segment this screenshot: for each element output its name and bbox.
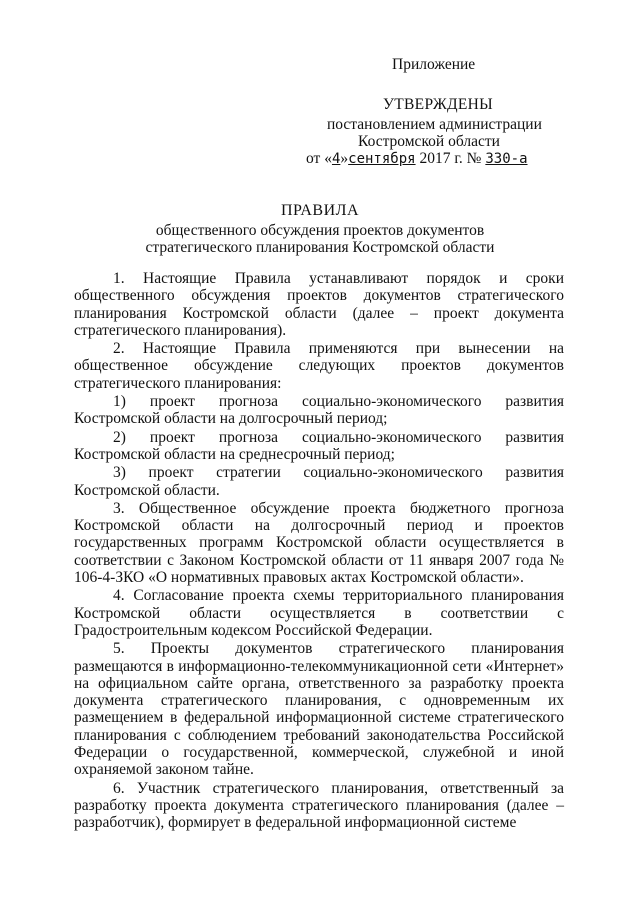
date-prefix: от « (306, 150, 332, 167)
paragraph-3: 3. Общественное обсуждение проекта бюджетного прогноза Костромской области на долгосрочный период и проектов государственных программ Костромской области осуществляется в соответствии с Законом Костромской области от 11 января 2007 года № 106-4-ЗКО «О нормативных правовых актах Костромской области». (74, 499, 564, 587)
date-mid: » (340, 150, 349, 167)
approval-date-line (306, 150, 528, 168)
document-subtitle-line2: стратегического планирования Костромской области (145, 239, 495, 256)
paragraph-5: 5. Проекты документов стратегического планирования размещаются в информационно-телекоммуникационной сети «Интернет» на официальном сайте органа, ответственного за разработку проекта документа стратегического планирования, с одновременным их размещением в федеральной информационной системе стратегического планирования с соблюдением требований законодательства Российской Федерации о государственной, коммерческой, служебной и иной охраняемой законом тайне. (74, 640, 564, 779)
paragraph-4: 4. Согласование проекта схемы территориального планирования Костромской области осуществляется в соответствии с Градостроительным кодексом Российской Федерации. (74, 587, 564, 639)
paragraph-1: 1. Настоящие Правила устанавливают порядок и сроки общественного обсуждения проектов документов стратегического планирования Костромской области (далее – проект документа стратегического планирования). (74, 270, 564, 339)
document-subtitle-line1: общественного обсуждения проектов документов (155, 222, 485, 239)
document-number: 330-а (485, 151, 528, 167)
paragraph-2-item-2: 2) проект прогноза социально-экономического развития Костромской области на среднесрочный период; (74, 428, 564, 463)
date-year: 2017 г. № (419, 150, 482, 167)
paragraph-2-item-3: 3) проект стратегии социально-экономического развития Костромской области. (74, 464, 564, 499)
annex-label: Приложение (392, 56, 476, 73)
date-month: сентября (348, 151, 416, 167)
date-day: 4 (331, 151, 341, 167)
paragraph-6: 6. Участник стратегического планирования, ответственный за разработку проекта документа стратегического планирования (далее – разработчик), формирует в федеральной информационной системе (74, 779, 564, 832)
paragraph-2: 2. Настоящие Правила применяются при вынесении на общественное обсуждение следующих проектов документов стратегического планирования: (74, 340, 564, 392)
approved-by-line1: постановлением администрации (327, 116, 542, 133)
document-body (74, 270, 564, 832)
approved-heading: УТВЕРЖДЕНЫ (383, 96, 493, 113)
document-title: ПРАВИЛА (280, 202, 360, 219)
approved-by-line2: Костромской области (358, 133, 500, 150)
paragraph-2-item-1: 1) проект прогноза социально-экономического развития Костромской области на долгосрочный период; (74, 393, 564, 428)
